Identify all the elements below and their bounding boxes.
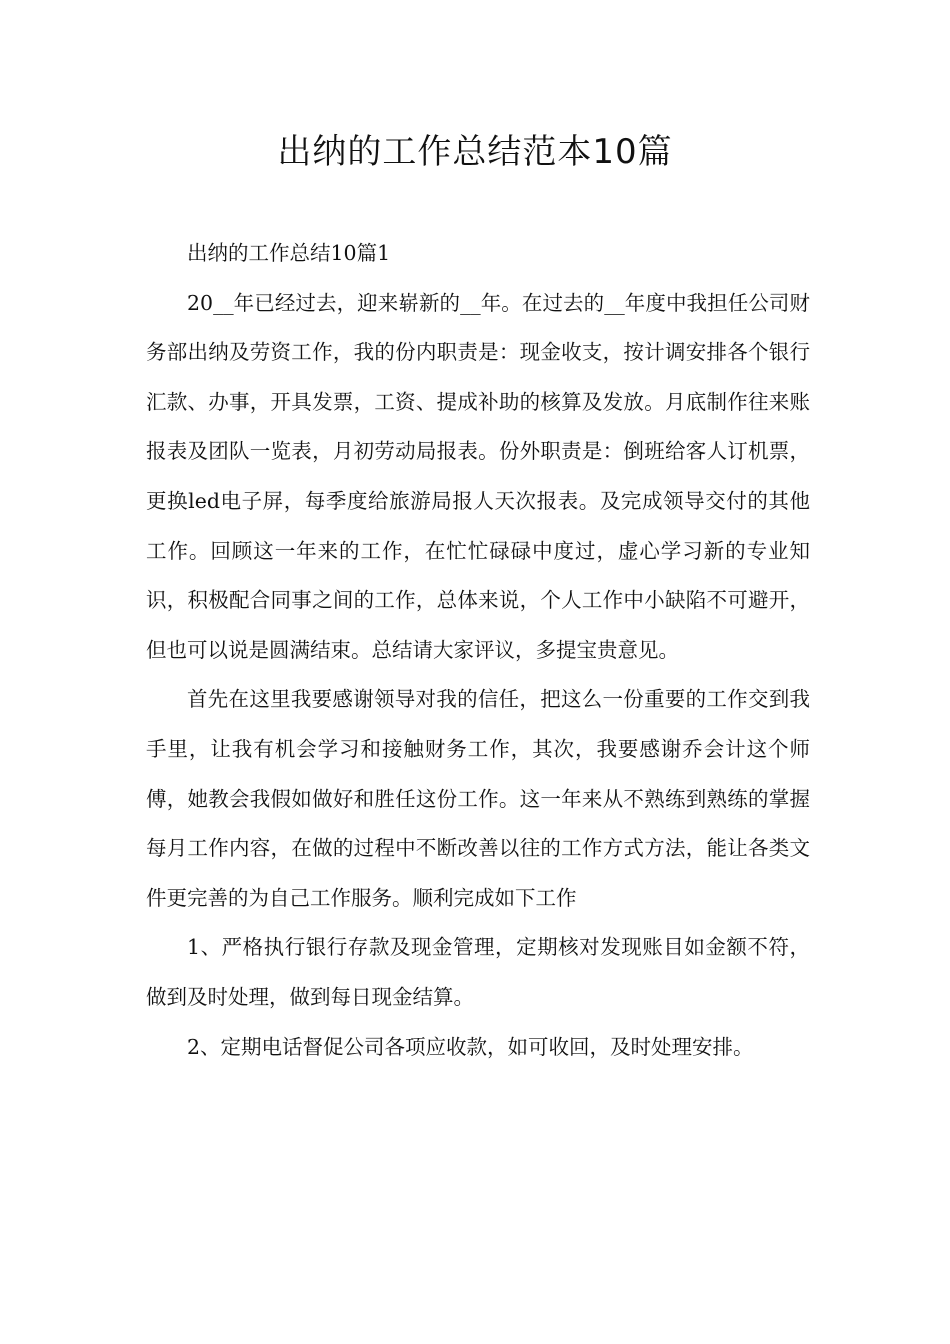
list-item-2: 2、定期电话督促公司各项应收款，如可收回，及时处理安排。 <box>187 1034 754 1059</box>
section-heading: 出纳的工作总结10篇1 <box>187 241 391 265</box>
document-title: 出纳的工作总结范本10篇 <box>277 132 673 172</box>
paragraph-thanks: 首先在这里我要感谢领导对我的信任，把这么一份重要的工作交到我手里，让我有机会学习和接触财务工作，其次，我要感谢乔会计这个师傅，她教会我假如做好和胜任这份工作。这一年来从不熟练到熟练的掌握每月工作内容，在做的过程中不断改善以往的工作方式方法，能让各类文件更完善的为自己工作服务。顺利完成如下工作 <box>146 687 810 910</box>
document-body <box>146 229 810 1072</box>
paragraph-intro: 20__年已经过去，迎来崭新的__年。在过去的__年度中我担任公司财务部出纳及劳资工作，我的份内职责是：现金收支，按计调安排各个银行汇款、办事，开具发票，工资、提成补助的核算及发放。月底制作往来账报表及团队一览表，月初劳动局报表。份外职责是：倒班给客人订机票，更换led电子屏，每季度给旅游局报人天次报表。及完成领导交付的其他工作。回顾这一年来的工作，在忙忙碌碌中度过，虚心学习新的专业知识，积极配合同事之间的工作，总体来说，个人工作中小缺陷不可避开，但也可以说是圆满结束。总结请大家评议，多提宝贵意见。 <box>146 290 810 662</box>
list-item-1: 1、严格执行银行存款及现金管理，定期核对发现账目如金额不符，做到及时处理，做到每日现金结算。 <box>146 935 810 1009</box>
